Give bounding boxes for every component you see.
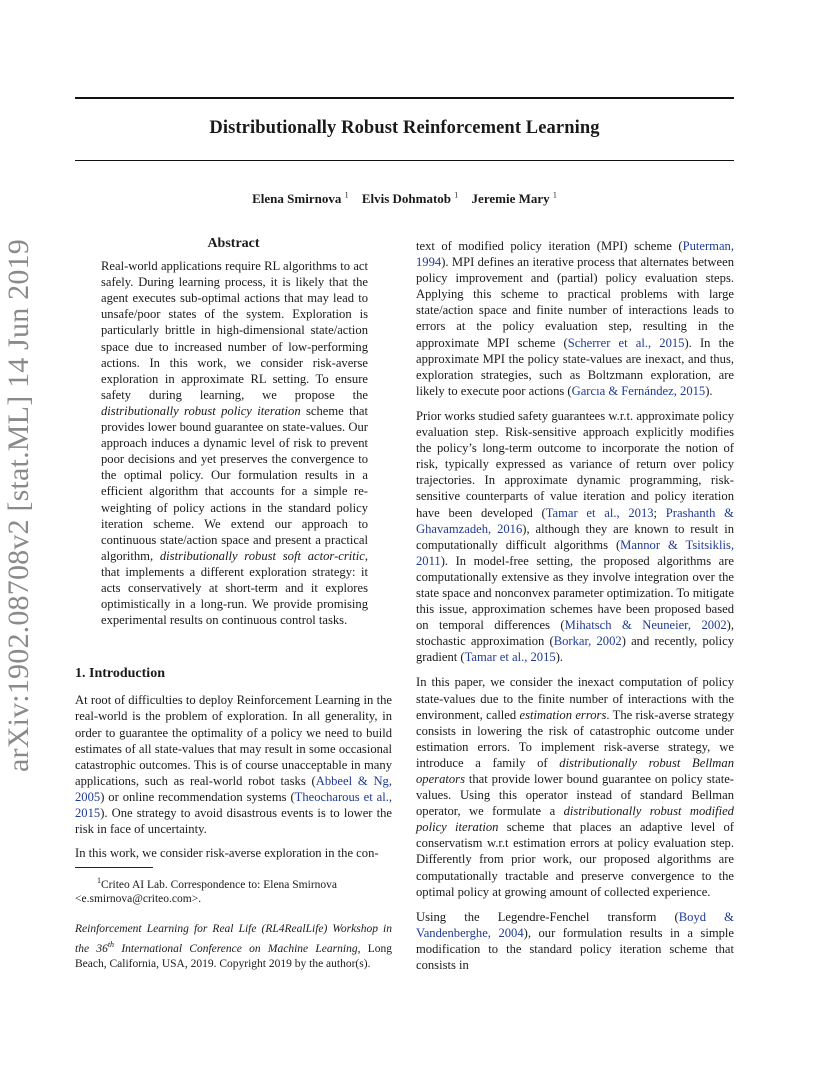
title-rule-top <box>75 97 734 99</box>
abstract-text: Real-world applications require RL algorithms to act safely. During learning process, it is likely that the agent executes sub-optimal actions that may lead to unsafe/poor states of the system. Exploration is particularly brittle in high-dimensional state/action space due to increased number of low-performing actions. In this work, we consider risk-averse exploration in approximate RL setting. To ensure safety during learning, we propose the distributionally robust policy iteration scheme that provides lower bound guarantee on state-values. Our approach induces a dynamic level of risk to prevent poor decisions and yet preserves the convergence to the optimal policy. Our formulation results in a efficient algorithm that accounts for a simple re-weighting of policy actions in the standard policy iteration scheme. We extend our approach to continuous state/action space and present a practical algorithm, distributionally robust soft actor-critic, that implements a different exploration strategy: it acts conservatively at short-term and it explores optimistically in a long-run. We provide promising experimental results on continuous control tasks. <box>101 259 368 628</box>
abstract-heading: Abstract <box>207 236 260 251</box>
arxiv-identifier: arXiv:1902.08708v2 [stat.ML] 14 Jun 2019 <box>2 239 35 772</box>
citation-link[interactable]: Mihatsch & Neuneier, 2002 <box>564 618 727 633</box>
paragraph: text of modified policy iteration (MPI) scheme (Puterman, 1994). MPI defines an iterative process that alternates between policy improvement and (partial) policy evaluation steps. Applying this scheme to practical problems with large state/action space and finite number of interactions leads to errors at the policy evaluation step, resulting in the approximate MPI scheme (Scherrer et al., 2015). In the approximate MPI the policy state-values are inexact, and thus, exploration strategies, such as Boltzmann exploration, are likely to execute poor actions (Garcıa & Fernández, 2015). <box>416 239 734 398</box>
workshop-note: Reinforcement Learning for Real Life (RL4RealLife) Workshop in the 36th International Conference on Machine Learning, Long Beach, California, USA, 2019. Copyright 2019 by the author(s). <box>75 922 392 970</box>
citation-link[interactable]: Boyd & Vandenberghe, 2004 <box>416 909 734 940</box>
citation-link[interactable]: Prashanth & Ghavamzadeh, 2016 <box>416 505 734 536</box>
citation-link[interactable]: Theocharous et al., 2015 <box>75 789 392 820</box>
citation-link[interactable]: Scherrer et al., 2015 <box>567 335 685 350</box>
citation-link[interactable]: Tamar et al., 2015 <box>464 650 556 665</box>
author-list <box>75 191 734 207</box>
paragraph: At root of difficulties to deploy Reinforcement Learning in the real-world is the problem of exploration. In all generality, in order to guarantee the optimality of a policy we need to build estimates of all state-values that may result in some occasional catastrophic outcomes. This is of course unacceptable in many applications, such as real-world robot tasks (Abbeel & Ng, 2005) or online recommendation systems (Theocharous et al., 2015). One strategy to avoid disastrous events is to lower the risk in face of uncertainty. <box>75 693 392 837</box>
citation-link[interactable]: Tamar et al., 2013 <box>545 505 654 520</box>
paragraph: In this paper, we consider the inexact computation of policy state-values due to the finite number of interactions with the environment, called estimation errors. The risk-averse strategy consists in lowering the risk of catastrophic outcome under estimation errors. To implement risk-averse strategy, we introduce a family of distributionally robust Bellman operators that provide lower bound guarantee on policy state-values. Using this operator instead of standard Bellman operator, we formulate a distributionally robust modified policy iteration scheme that places an adaptive level of conservatism w.r.t estimation errors at policy evaluation step. Differently from prior work, our proposed algorithms are computationally tractable and preserve convergence to the optimal policy at growing amount of collected experience. <box>416 675 735 899</box>
left-column <box>75 236 392 972</box>
citation-link[interactable]: Borkar, 2002 <box>553 634 622 649</box>
right-column <box>416 238 734 982</box>
section-heading-introduction: 1. Introduction <box>75 666 165 682</box>
footnote: $^1$Criteo AI Lab. Correspondence to: Elena Smirnova <box>97 876 338 891</box>
title-rule-bottom <box>75 160 734 161</box>
paragraph: In this work, we consider risk-averse exploration in the con- <box>75 846 379 861</box>
citation-link[interactable]: Mannor & Tsitsiklis, 2011 <box>416 537 734 568</box>
paragraph: Using the Legendre-Fenchel transform (Boyd & Vandenberghe, 2004), our formulation results in a simple modification to the standard policy iteration scheme that consists in <box>416 909 735 973</box>
footnote-divider <box>75 867 153 868</box>
footnote-email: <e.smirnova@criteo.com>. <box>75 892 202 905</box>
author: Elvis Dohmatob $^1$ <box>361 191 459 207</box>
author: Elena Smirnova $^1$ <box>252 191 349 207</box>
citation-link[interactable]: Abbeel & Ng, 2005 <box>75 773 392 804</box>
paragraph: Prior works studied safety guarantees w.r.t. approximate policy evaluation step. Risk-sensitive approach explicitly modifies the policy’s long-term outcome to incorporate the notion of risk, typically expressed as variance of return over policy trajectories. In approximate dynamic programming, risk-sensitive counterparts of value iteration and policy iteration have been developed (Tamar et al., 2013; Prashanth & Ghavamzadeh, 2016), although they are known to result in computationally difficult algorithms (Mannor & Tsitsiklis, 2011). In model-free setting, the proposed algorithms are computationally extensive as they involve integration over the state space and nonconvex parameter optimization. To mitigate this issue, approximation schemes have been proposed based on temporal differences (Mihatsch & Neuneier, 2002), stochastic approximation (Borkar, 2002) and recently, policy gradient (Tamar et al., 2015). <box>416 408 735 665</box>
paper-title: Distributionally Robust Reinforcement Learning <box>209 118 600 138</box>
citation-link[interactable]: Garcıa & Fernández, 2015 <box>571 383 706 398</box>
author: Jeremie Mary $^1$ <box>471 191 557 207</box>
citation-link[interactable]: Puterman, 1994 <box>416 239 734 270</box>
